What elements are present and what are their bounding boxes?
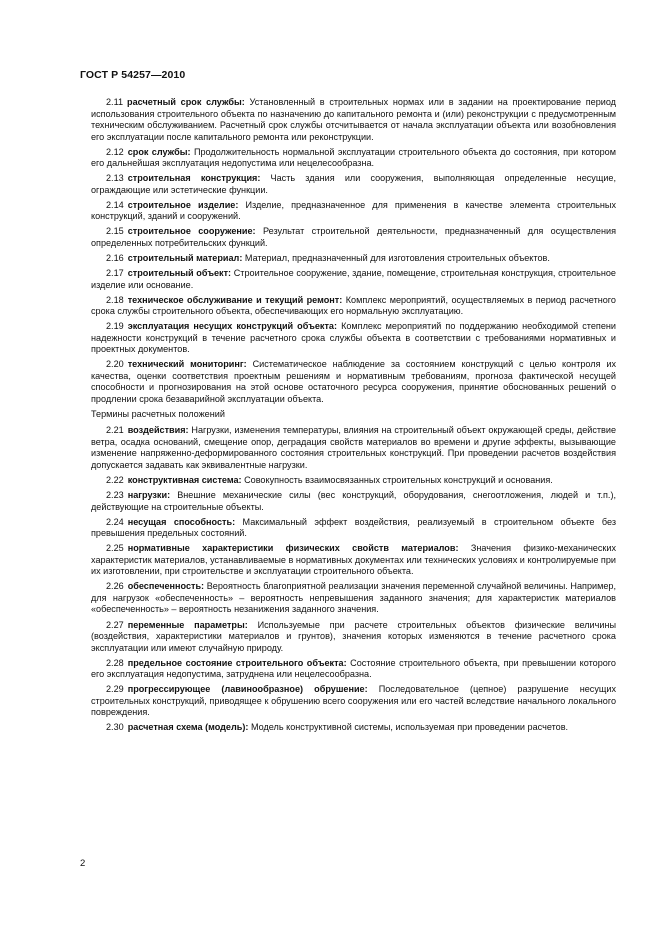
term-name: обеспеченность: <box>127 581 205 592</box>
document-header: ГОСТ Р 54257—2010 <box>80 69 186 81</box>
term-number: 2.22 <box>106 475 124 486</box>
terms-group-calculation <box>91 425 616 733</box>
term-number: 2.26 <box>106 581 124 592</box>
term-number: 2.20 <box>106 359 124 370</box>
term-number: 2.17 <box>106 268 124 279</box>
term-number: 2.27 <box>106 619 124 630</box>
term-definition: Строительное сооружение, здание, помещение, строительная конструкция, строительное изделие или основание. <box>91 268 616 290</box>
term-entry <box>91 321 616 356</box>
terms-group-general <box>91 97 616 405</box>
term-number: 2.23 <box>106 490 124 501</box>
term-entry <box>91 475 616 487</box>
term-entry <box>91 226 616 249</box>
term-number: 2.21 <box>106 425 124 436</box>
term-name: строительное сооружение: <box>127 226 256 237</box>
term-name: нагрузки: <box>127 490 171 501</box>
term-entry <box>91 517 616 540</box>
term-name: воздействия: <box>127 425 189 436</box>
term-number: 2.28 <box>106 657 124 668</box>
term-entry <box>91 581 616 616</box>
term-number: 2.12 <box>106 146 124 157</box>
term-entry <box>91 359 616 405</box>
term-entry <box>91 173 616 196</box>
term-definition: Результат строительной деятельности, предназначенный для осуществления определенных потребительских функций. <box>91 226 616 248</box>
term-name: техническое обслуживание и текущий ремонт: <box>127 294 343 305</box>
term-number: 2.30 <box>106 722 124 733</box>
term-name: предельное состояние строительного объекта: <box>127 657 347 668</box>
term-number: 2.19 <box>106 321 124 332</box>
term-definition: Вероятность благоприятной реализации значения переменной случайной величины. Например, для нагрузок «обеспеченность» – вероятность непревышения заданного значения; для характеристик материалов «обеспеченность» – вероятность незанижения заданного значения. <box>91 581 616 615</box>
term-name: расчетная схема (модель): <box>127 722 249 733</box>
term-definition: Систематическое наблюдение за состоянием конструкций с целью контроля их качества, оценки соответствия проектным решениям и нормативным требованиям, прогноза фактической несущей способности и прогнозирования на этой основе остаточного ресурса сооружения, принятие обоснованных решений о продлении срока безаварийной эксплуатации объекта. <box>91 359 616 404</box>
term-entry <box>91 97 616 143</box>
term-number: 2.18 <box>106 294 124 305</box>
term-definition: Комплекс мероприятий по поддержанию необходимой степени надежности конструкций в течение расчетного срока службы объекта в соответствии с требованиями нормативных и проектных документов. <box>91 321 617 355</box>
term-entry <box>91 490 616 513</box>
term-number: 2.14 <box>106 199 124 210</box>
term-number: 2.15 <box>106 226 124 237</box>
term-entry <box>91 722 616 734</box>
term-definition: Материал, предназначенный для изготовления строительных объектов. <box>244 252 550 263</box>
term-name: технический мониторинг: <box>127 359 247 370</box>
term-name: нормативные характеристики физических свойств материалов: <box>127 543 459 554</box>
term-definition: Состояние строительного объекта, при превышении которого его эксплуатация недопустима, затруднена или нецелесообразна. <box>91 657 616 680</box>
term-definition: Изделие, предназначенное для применения в качестве элемента строительных конструкций, зданий и сооружений. <box>91 199 616 222</box>
term-entry <box>91 543 616 578</box>
term-name: прогрессирующее (лавинообразное) обрушение: <box>127 684 368 695</box>
document-body <box>91 97 616 737</box>
term-name: строительный объект: <box>127 268 232 279</box>
term-entry <box>91 684 616 719</box>
term-name: эксплуатация несущих конструкций объекта: <box>127 321 338 332</box>
term-entry <box>91 268 616 291</box>
term-definition: Последовательное (цепное) разрушение несущих строительных конструкций, приводящее к обрушению всего сооружения или его частей вследствие начального локального повреждения. <box>91 684 616 718</box>
term-definition: Продолжительность нормальной эксплуатации строительного объекта до состояния, при котором его дальнейшая эксплуатация недопустима или нецелесообразна. <box>91 146 616 169</box>
term-number: 2.25 <box>106 543 124 554</box>
term-name: переменные параметры: <box>127 619 248 630</box>
term-entry <box>91 253 616 265</box>
term-number: 2.29 <box>106 684 124 695</box>
term-number: 2.13 <box>106 173 124 184</box>
term-definition: Максимальный эффект воздействия, реализуемый в строительном объекте без превышения предельных состояний. <box>91 516 616 539</box>
term-definition: Внешние механические силы (вес конструкций, оборудования, снегоотложения, людей и т.п.), действующие на строительные объекты. <box>91 490 616 512</box>
term-entry <box>91 200 616 223</box>
term-name: строительный материал: <box>127 252 243 263</box>
term-entry <box>91 620 616 655</box>
section-heading: Термины расчетных положений <box>91 408 225 419</box>
term-name: строительная конструкция: <box>127 173 261 184</box>
term-entry <box>91 658 616 681</box>
term-name: строительное изделие: <box>127 199 239 210</box>
term-entry <box>91 147 616 170</box>
term-definition: Значения физико-механических характеристик материалов, устанавливаемые в нормативных документах или технических условиях и контролируемые при их изготовлении, при строительстве и эксплуатации строительного объекта. <box>91 543 617 577</box>
term-name: расчетный срок службы: <box>127 97 245 107</box>
page-number: 2 <box>80 858 86 869</box>
term-number: 2.16 <box>106 252 124 263</box>
term-name: конструктивная система: <box>127 475 242 486</box>
term-number: 2.11 <box>106 97 124 107</box>
term-definition: Комплекс мероприятий, осуществляемых в период расчетного срока службы строительного объекта, обеспечивающих его нормальную эксплуатацию. <box>91 294 616 317</box>
term-entry <box>91 425 616 471</box>
term-number: 2.24 <box>106 516 124 527</box>
term-name: несущая способность: <box>127 516 236 527</box>
term-definition: Модель конструктивной системы, используемая при проведении расчетов. <box>250 722 569 733</box>
term-name: срок службы: <box>127 146 191 157</box>
term-entry <box>91 295 616 318</box>
term-definition: Нагрузки, изменения температуры, влияния на строительный объект окружающей среды, действие ветра, осадка оснований, смещение опор, деградация свойств материалов во времени и другие эффекты, вызывающие изменение напряженно-деформированного состояния строительных конструкций. При проведении расчетов воздействия допускается задавать как эквивалентные нагрузки. <box>91 425 617 470</box>
term-definition: Совокупность взаимосвязанных строительных конструкций и основания. <box>244 475 553 486</box>
term-definition: Используемые при расчете строительных объектов физические величины (воздействия, характеристики материалов и грунтов), значения которых изменяются в течение расчетного срока эксплуатации или имеют случайную природу. <box>91 619 616 653</box>
term-definition: Часть здания или сооружения, выполняющая определенные несущие, ограждающие или эстетические функции. <box>91 173 616 195</box>
term-definition: Установленный в строительных нормах или в задании на проектирование период использования строительного объекта по назначению до капитального ремонта и (или) реконструкции с предусмотренным техническим обслуживанием. Расчетный срок службы отсчитывается от начала эксплуатации объекта или возобновления его эксплуатации после капитального ремонта или реконструкции. <box>91 97 616 142</box>
